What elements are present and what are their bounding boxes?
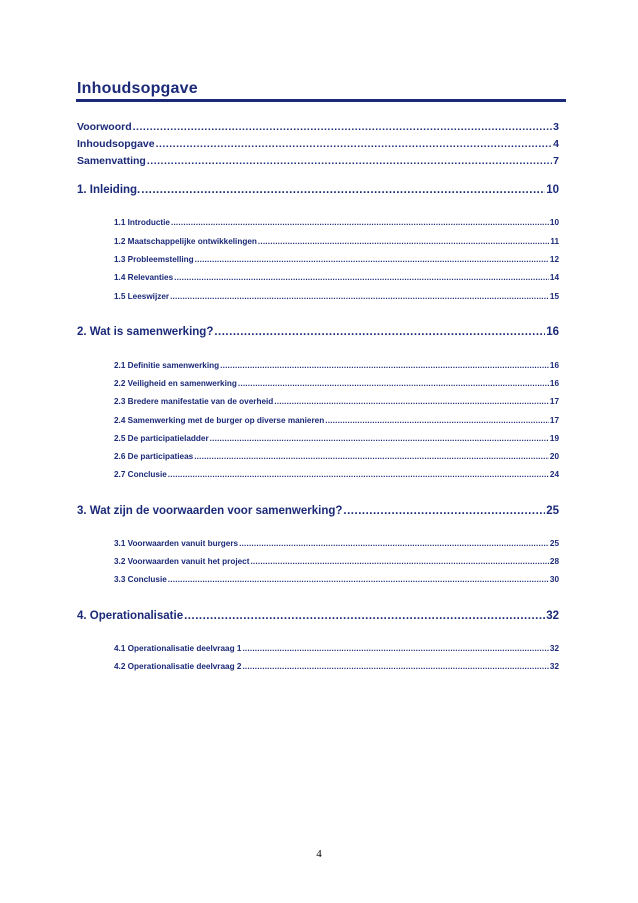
toc-chapter-page: 32 [546,610,559,622]
toc-chapter-label: 3. Wat zijn de voorwaarden voor samenwerking? [77,505,343,517]
toc-section-1-5[interactable] [114,292,559,301]
toc-section-page: 28 [549,557,559,566]
dot-leader [242,662,548,671]
dot-leader [250,557,548,566]
toc-section-1-1[interactable] [114,218,559,227]
toc-section-page: 32 [549,644,559,653]
toc-entry-inhoudsopgave[interactable] [77,138,559,150]
toc-section-1-3[interactable] [114,255,559,264]
dot-leader [168,470,549,479]
dot-leader [238,379,549,388]
toc-section-1-2[interactable] [114,237,559,246]
toc-section-label: 3.1 Voorwaarden vanuit burgers [114,539,239,548]
toc-chapter-page: 25 [546,505,559,517]
toc-section-page: 15 [549,292,559,301]
toc-section-label: 1.4 Relevanties [114,273,174,282]
toc-section-page: 24 [549,470,559,479]
toc-section-2-3[interactable] [114,397,559,406]
toc-section-2-5[interactable] [114,434,559,443]
toc-section-page: 17 [549,397,559,406]
dot-leader [258,237,549,246]
toc-section-label: 3.2 Voorwaarden vanuit het project [114,557,250,566]
toc-section-label: 1.2 Maatschappelijke ontwikkelingen [114,237,257,246]
toc-section-2-6[interactable] [114,452,559,461]
dot-leader [194,452,549,461]
toc-section-2-1[interactable] [114,361,559,370]
toc-section-page: 25 [549,539,559,548]
dot-leader [184,610,545,622]
dot-leader [170,292,549,301]
dot-leader [174,273,549,282]
toc-section-2-7[interactable] [114,470,559,479]
toc-chapter-page: 16 [546,326,559,338]
toc-entry-label: Voorwoord [77,121,132,133]
toc-title: Inhoudsopgave [77,80,198,97]
toc-section-page: 30 [549,575,559,584]
dot-leader [171,218,549,227]
toc-section-2-2[interactable] [114,379,559,388]
toc-chapter-label: 4. Operationalisatie [77,610,184,622]
dot-leader [168,575,549,584]
toc-chapter-2[interactable] [77,326,559,338]
toc-section-page: 16 [549,361,559,370]
toc-section-page: 20 [549,452,559,461]
toc-section-label: 2.2 Veiligheid en samenwerking [114,379,237,388]
dot-leader [343,505,545,517]
toc-chapter-4[interactable] [77,610,559,622]
dot-leader [210,434,549,443]
toc-entry-page: 3 [553,121,559,133]
toc-section-page: 32 [549,662,559,671]
toc-entry-voorwoord[interactable] [77,121,559,133]
toc-section-3-2[interactable] [114,557,559,566]
toc-section-page: 14 [549,273,559,282]
toc-chapter-1[interactable] [77,184,559,196]
dot-leader [274,397,549,406]
dot-leader [195,255,549,264]
toc-section-4-2[interactable] [114,662,559,671]
toc-section-label: 2.7 Conclusie [114,470,167,479]
toc-section-label: 2.3 Bredere manifestatie van de overheid [114,397,274,406]
toc-section-page: 10 [549,218,559,227]
dot-leader [325,416,549,425]
toc-section-label: 4.1 Operationalisatie deelvraag 1 [114,644,242,653]
dot-leader [147,155,552,167]
toc-section-label: 1.1 Introductie [114,218,170,227]
toc-section-2-4[interactable] [114,416,559,425]
toc-section-page: 11 [550,237,559,246]
title-rule [76,99,566,102]
toc-section-4-1[interactable] [114,644,559,653]
dot-leader [133,121,553,133]
toc-section-label: 2.6 De participatieas [114,452,194,461]
toc-entry-label: Samenvatting [77,155,146,167]
dot-leader [242,644,548,653]
toc-entry-page: 4 [553,138,559,150]
toc-section-label: 2.4 Samenwerking met de burger op diverse manieren [114,416,325,425]
dot-leader [220,361,549,370]
toc-entry-samenvatting[interactable] [77,155,559,167]
page-number: 4 [316,848,322,860]
toc-section-label: 1.5 Leeswijzer [114,292,170,301]
toc-section-label: 1.3 Probleemstelling [114,255,194,264]
toc-section-3-1[interactable] [114,539,559,548]
toc-entry-page: 7 [553,155,559,167]
toc-chapter-label: 1. Inleiding. [77,184,141,196]
toc-section-1-4[interactable] [114,273,559,282]
dot-leader [156,138,553,150]
toc-section-label: 3.3 Conclusie [114,575,167,584]
toc-section-page: 12 [549,255,559,264]
toc-section-page: 17 [549,416,559,425]
toc-entry-label: Inhoudsopgave [77,138,155,150]
toc-chapter-3[interactable] [77,505,559,517]
toc-section-page: 16 [549,379,559,388]
toc-section-label: 2.1 Definitie samenwerking [114,361,220,370]
toc-chapter-label: 2. Wat is samenwerking? [77,326,214,338]
toc-section-page: 19 [549,434,559,443]
dot-leader [239,539,549,548]
toc-chapter-page: 10 [546,184,559,196]
toc-section-3-3[interactable] [114,575,559,584]
toc-section-label: 2.5 De participatieladder [114,434,209,443]
dot-leader [214,326,545,338]
dot-leader [141,184,545,196]
toc-section-label: 4.2 Operationalisatie deelvraag 2 [114,662,242,671]
